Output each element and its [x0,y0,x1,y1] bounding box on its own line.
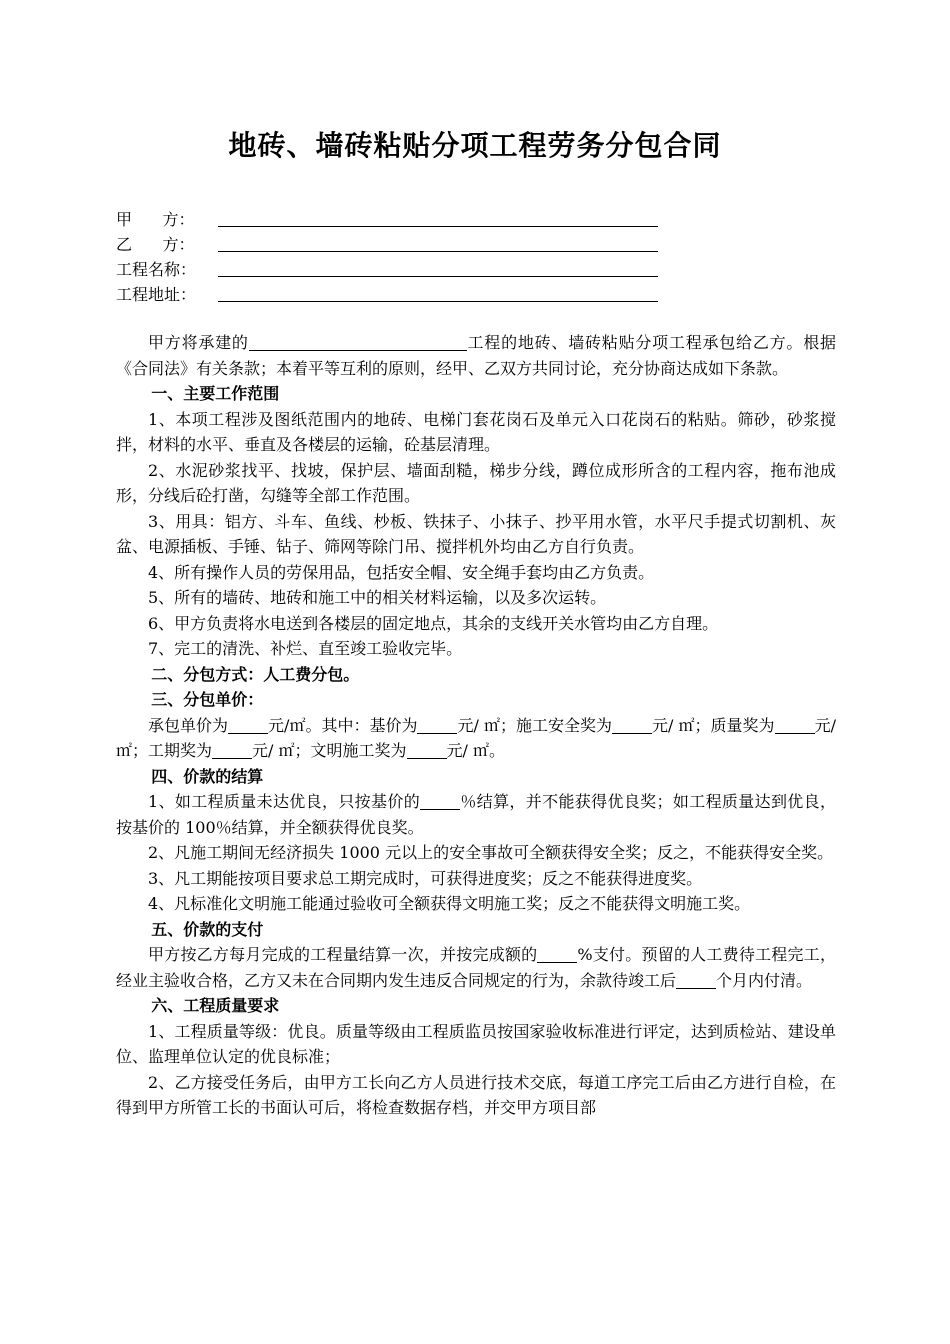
section-6-heading: 六、工程质量要求 [151,996,280,1015]
project-address-field [116,283,216,307]
quality-bonus-blank[interactable] [775,717,815,734]
party-a-blank[interactable] [218,226,658,227]
contract-project-blank[interactable] [249,334,467,351]
schedule-bonus-blank[interactable] [212,742,252,759]
section-3-heading: 三、分包单价： [151,690,264,709]
document-title: 地砖、墙砖粘贴分项工程劳务分包合同 [228,129,722,162]
section-4-item: 2、凡施工期间无经济损失 1000 元以上的安全事故可全额获得安全奖；反之，不能获得安全奖。 [148,843,834,862]
section-1-item: 2、水泥砂浆找平、找坡，保护层、墙面刮糙，梯步分线，蹲位成形所含的工程内容，拖布池成形，分线后砼打凿，勾缝等全部工作范围。 [116,460,836,505]
section-1-item: 1、本项工程涉及图纸范围内的地砖、电梯门套花岗石及单元入口花岗石的粘贴。筛砂，砂浆搅拌，材料的水平、垂直及各楼层的运输，砼基层清理。 [116,409,836,454]
project-name-blank[interactable] [218,276,658,277]
section-1-item: 6、甲方负责将水电送到各楼层的固定地点，其余的支线开关水管均由乙方自理。 [148,613,719,633]
section-1-heading: 一、主要工作范围 [151,384,280,403]
payment-months-blank[interactable] [676,972,716,989]
civilized-bonus-blank[interactable] [407,742,447,759]
project-name-field [116,258,216,282]
section-4-item: 1、如工程质量未达优良，只按基价的 ％结算，并不能获得优良奖；如工程质量达到优良，按基价的 100％结算，并全额获得优良奖。 [116,792,836,837]
section-1-item: 4、所有操作人员的劳保用品，包括安全帽、安全绳手套均由乙方负责。 [148,562,655,582]
unit-price-paragraph: 承包单价为 元/㎡。其中：基价为 元/ ㎡；施工安全奖为 元/ ㎡；质量奖为 元/ ㎡；工期奖为 元/ ㎡；文明施工奖为 元/ ㎡。 [116,715,836,760]
section-4-item: 4、凡标准化文明施工能通过验收可全额获得文明施工奖；反之不能获得文明施工奖。 [148,894,751,913]
section-1-item: 7、完工的清洗、补烂、直至竣工验收完毕。 [148,639,463,658]
payment-percent-blank[interactable] [537,946,577,963]
section-4-item: 3、凡工期能按项目要求总工期完成时，可获得进度奖；反之不能获得进度奖。 [148,868,703,888]
section-6-item: 2、乙方接受任务后，由甲方工长向乙方人员进行技术交底，每道工序完工后由乙方进行自检，在得到甲方所管工长的书面认可后，将检查数据存档，并交甲方项目部 [116,1072,836,1117]
project-address-label: 工程地址： [116,285,197,304]
base-percent-blank[interactable] [420,793,460,810]
section-1-item: 3、用具：铝方、斗车、鱼线、杪板、铁抹子、小抹子、抄平用水管，水平尺手提式切割机、灰盆、电源插板、手锤、钻子、筛网等除门吊、搅拌机外均由乙方自行负责。 [116,511,836,556]
section-5-heading: 五、价款的支付 [151,919,264,939]
party-b-label: 乙 方： [116,235,195,254]
project-address-blank[interactable] [218,301,658,302]
section-1-item: 5、所有的墙砖、地砖和施工中的相关材料运输，以及多次运转。 [148,588,607,607]
base-price-blank[interactable] [417,717,457,734]
contract-body [116,330,836,1121]
project-name-label: 工程名称： [116,260,197,279]
intro-paragraph: 甲方将承建的 工程的地砖、墙砖粘贴分项工程承包给乙方。根据《合同法》有关条款；本着平等互利的原则，经甲、乙双方共同讨论，充分协商达成如下条款。 [116,333,836,378]
party-b-field [116,233,216,257]
party-a-label: 甲 方： [116,210,195,229]
payment-paragraph: 甲方按乙方每月完成的工程量结算一次，并按完成额的 %支付。预留的人工费待工程完工，经业主验收合格，乙方又未在合同期内发生违反合同规定的行为，余款待竣工后 个月内付清。 [116,945,836,990]
section-2-heading: 二、分包方式：人工费分包。 [151,664,360,684]
party-b-blank[interactable] [218,251,658,252]
party-a-field [116,208,216,232]
safety-bonus-blank[interactable] [612,717,652,734]
section-6-item: 1、工程质量等级：优良。质量等级由工程质监员按国家验收标准进行评定，达到质检站、建设单位、监理单位认定的优良标准； [116,1021,836,1066]
section-4-heading: 四、价款的结算 [151,766,264,786]
unit-price-blank[interactable] [228,717,268,734]
